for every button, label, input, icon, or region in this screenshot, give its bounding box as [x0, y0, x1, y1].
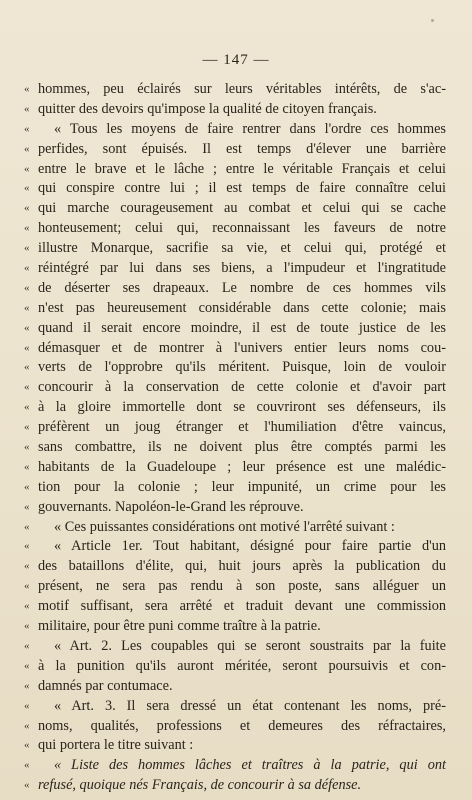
line-text: sans combattre, ils ne doivent plus être comptés parmi les	[38, 439, 446, 456]
line-text: honteusement; celui qui, reconnaissant les faveurs de notre	[38, 220, 446, 237]
text-line	[0, 80, 472, 100]
margin-quote-mark: «	[24, 301, 30, 314]
margin-quote-mark: «	[24, 321, 30, 334]
line-text: « Tous les moyens de faire rentrer dans l'ordre ces hommes	[54, 120, 446, 137]
line-text: qui marche courageusement au combat et celui qui se cache	[38, 200, 446, 217]
text-line	[0, 717, 472, 737]
margin-quote-mark: «	[24, 401, 30, 414]
line-text: « Ces puissantes considérations ont motivé l'arrêté suivant :	[54, 518, 395, 535]
line-text: perfides, sont épuisés. Il est temps d'élever une barrière	[38, 140, 446, 157]
text-line	[0, 498, 472, 518]
margin-quote-mark: «	[24, 381, 30, 394]
margin-quote-mark: «	[24, 281, 30, 294]
text-line	[0, 319, 472, 339]
margin-quote-mark: «	[24, 500, 30, 513]
line-text: « Article 1er. Tout habitant, désigné pour faire partie d'un	[54, 538, 446, 555]
line-text: à la punition qu'ils auront méritée, seront poursuivis et con-	[38, 657, 446, 674]
line-text: réintégré par lui dans ses biens, a l'impudeur et l'ingratitude	[38, 260, 446, 277]
text-line	[0, 100, 472, 120]
line-text: habitants de la Guadeloupe ; leur présence est une malédic-	[38, 458, 446, 475]
line-text: entre le brave et le lâche ; entre le véritable Français et celui	[38, 160, 446, 177]
margin-quote-mark: «	[24, 659, 30, 672]
margin-quote-mark: «	[24, 779, 30, 792]
margin-quote-mark: «	[24, 540, 30, 553]
text-line	[0, 438, 472, 458]
text-line	[0, 358, 472, 378]
line-text: qui conspire contre lui ; il est temps de faire connaître celui	[38, 180, 446, 197]
text-line	[0, 219, 472, 239]
line-text: de déserter ses drapeaux. Le nombre de ces hommes vils	[38, 279, 446, 296]
margin-quote-mark: «	[24, 162, 30, 175]
text-line	[0, 677, 472, 697]
margin-quote-mark: «	[24, 182, 30, 195]
text-line	[0, 199, 472, 219]
text-line	[0, 657, 472, 677]
text-line	[0, 259, 472, 279]
text-line	[0, 418, 472, 438]
text-line	[0, 736, 472, 756]
text-line	[0, 458, 472, 478]
line-text: noms, qualités, professions et demeures des réfractaires,	[38, 717, 446, 734]
text-line	[0, 339, 472, 359]
line-text: tion pour la colonie ; leur impunité, un crime pour les	[38, 478, 446, 495]
line-text: « Art. 3. Il sera dressé un état contenant les noms, pré-	[54, 697, 446, 714]
margin-quote-mark: «	[24, 242, 30, 255]
line-text: hommes, peu éclairés sur leurs véritables intérêts, de s'ac-	[38, 81, 446, 97]
line-text: des bataillons d'élite, qui, huit jours après la publication du	[38, 558, 446, 575]
text-line	[0, 279, 472, 299]
text-line	[0, 179, 472, 199]
margin-quote-mark: «	[24, 739, 30, 752]
text-line	[0, 756, 472, 776]
line-text: gouvernants. Napoléon-le-Grand les réprouve.	[38, 498, 304, 515]
line-text: verts de l'opprobre qu'ils méritent. Puisque, loin de vouloir	[38, 359, 446, 376]
margin-quote-mark: «	[24, 460, 30, 473]
body-text	[0, 80, 472, 796]
margin-quote-mark: «	[24, 719, 30, 732]
margin-quote-mark: «	[24, 262, 30, 275]
margin-quote-mark: «	[24, 759, 30, 772]
margin-quote-mark: «	[24, 361, 30, 374]
text-line	[0, 577, 472, 597]
margin-quote-mark: «	[24, 639, 30, 652]
margin-quote-mark: «	[24, 83, 30, 95]
text-line	[0, 378, 472, 398]
margin-quote-mark: «	[24, 480, 30, 493]
text-line	[0, 239, 472, 259]
margin-quote-mark: «	[24, 441, 30, 454]
line-text: concourir à la conservation de cette colonie et d'avoir part	[38, 379, 446, 396]
line-text: présent, ne sera pas rendu à son poste, sans alléguer un	[38, 578, 446, 595]
margin-quote-mark: «	[24, 102, 30, 115]
line-text: quitter des devoirs qu'impose la qualité de citoyen français.	[38, 100, 377, 117]
text-line	[0, 478, 472, 498]
line-text: « Art. 2. Les coupables qui se seront soustraits par la fuite	[54, 637, 446, 654]
text-line	[0, 597, 472, 617]
margin-quote-mark: «	[24, 421, 30, 434]
line-text: militaire, pour être puni comme traître à la patrie.	[38, 618, 321, 635]
line-text: préfèrent un joug étranger et l'humiliation d'être vaincus,	[38, 419, 446, 436]
line-text: « Liste des hommes lâches et traîtres à la patrie, qui ont	[54, 757, 446, 774]
margin-quote-mark: «	[24, 202, 30, 215]
margin-quote-mark: «	[24, 679, 30, 692]
margin-quote-mark: «	[24, 520, 30, 533]
margin-quote-mark: «	[24, 222, 30, 235]
margin-quote-mark: «	[24, 580, 30, 593]
text-line	[0, 537, 472, 557]
line-text: damnés par contumace.	[38, 677, 173, 694]
page-number: — 147 —	[202, 52, 270, 68]
text-line	[0, 637, 472, 657]
text-line	[0, 120, 472, 140]
margin-quote-mark: «	[24, 620, 30, 633]
paper-speck	[431, 19, 434, 22]
text-line	[0, 140, 472, 160]
margin-quote-mark: «	[24, 122, 30, 135]
text-line	[0, 697, 472, 717]
line-text: n'est pas heureusement considérable dans cette colonie; mais	[38, 299, 446, 316]
text-line	[0, 557, 472, 577]
margin-quote-mark: «	[24, 341, 30, 354]
line-text: qui portera le titre suivant :	[38, 737, 194, 754]
margin-quote-mark: «	[24, 699, 30, 712]
text-line	[0, 398, 472, 418]
margin-quote-mark: «	[24, 142, 30, 155]
line-text: quand il serait encore moindre, il est de toute justice de les	[38, 319, 446, 336]
text-line	[0, 617, 472, 637]
margin-quote-mark: «	[24, 600, 30, 613]
line-text: illustre Monarque, sacrifie sa vie, et celui qui, protégé et	[38, 240, 446, 257]
line-text: à la gloire immortelle dont se couvriront ses défenseurs, ils	[38, 399, 446, 416]
text-line	[0, 160, 472, 180]
text-line	[0, 299, 472, 319]
line-text: démasquer et de montrer à l'univers entier leurs noms cou-	[38, 339, 446, 356]
text-line	[0, 518, 472, 538]
line-text: motif suffisant, sera arrêté et traduit devant une commission	[38, 598, 446, 615]
text-line	[0, 776, 472, 796]
margin-quote-mark: «	[24, 560, 30, 573]
line-text: refusé, quoique nés Français, de concourir à sa défense.	[38, 777, 362, 794]
